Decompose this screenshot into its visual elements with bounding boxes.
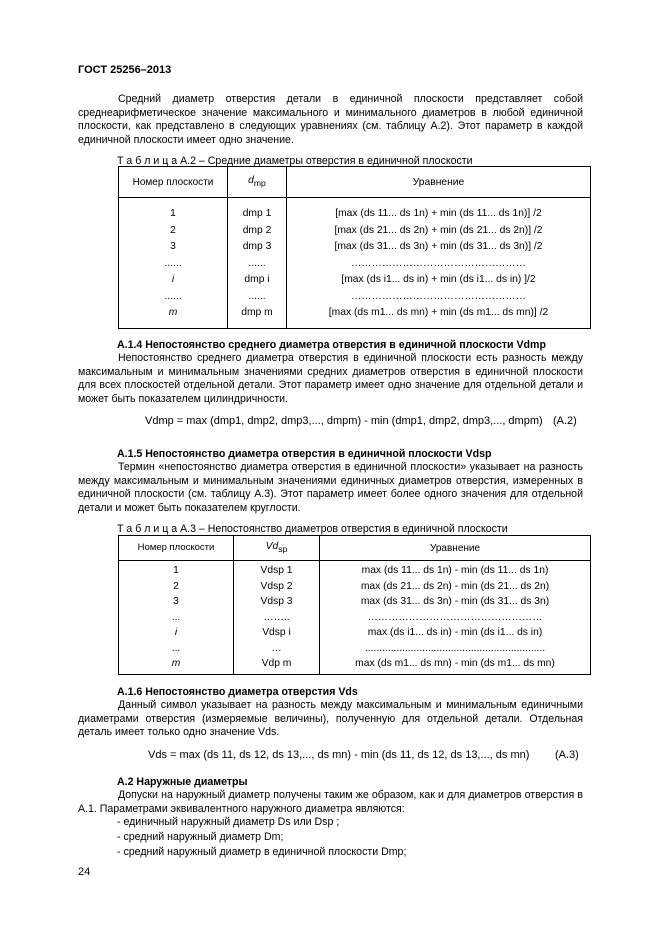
document-header: ГОСТ 25256–2013 xyxy=(78,64,172,76)
table-a2-equation: …………………………………………… xyxy=(350,257,527,269)
table-a2-header-equation: Уравнение xyxy=(287,167,591,198)
table-a2-col-symbol xyxy=(228,198,287,329)
table-a2-col-equation xyxy=(287,198,591,329)
table-a2-header-symbol: $d_{mp}$ xyxy=(228,167,287,198)
table-a2-symbol: dmp 1 xyxy=(242,208,272,219)
table-a3-number-1: 1 xyxy=(173,565,179,576)
table-a2-col-number xyxy=(119,198,228,329)
table-a3-number-3: 3 xyxy=(173,596,179,607)
table-a2-caption: Т а б л и ц а А.2 – Средние диаметры отверстия в единичной плоскости xyxy=(117,155,473,167)
section-a15-heading: А.1.5 Непостоянство диаметра отверстия в единичной плоскости Vdsp xyxy=(117,448,492,460)
table-a2-number-dots: ...... xyxy=(164,257,182,269)
section-a14-heading: А.1.4 Непостоянство среднего диаметра отверстия в единичной плоскости Vdmp xyxy=(117,339,546,351)
table-a3-equation: max (ds 31... ds 3n) - min (ds 31... ds 3n) xyxy=(360,596,550,607)
table-a2-equation: [max (ds 31... ds 3n) + min (ds 31... ds 3n)] /2 xyxy=(334,241,543,252)
table-a3-symbol: Vdsp 3 xyxy=(260,596,293,607)
table-a3-symbol: … xyxy=(271,642,282,654)
table-a3-equation: max (ds m1... ds mn) - min (ds m1... ds mn) xyxy=(355,658,555,669)
table-a2-number-m: m xyxy=(168,307,178,318)
table-a3-number-2: 2 xyxy=(173,580,179,592)
table-a3-equation: max (ds 11... ds 1n) - min (ds 11... ds 1n) xyxy=(361,565,549,576)
table-a3 xyxy=(118,535,591,675)
list-item: - средний наружный диаметр в единичной плоскости Dmp; xyxy=(117,846,407,858)
table-a2-symbol: dmp m xyxy=(241,307,273,318)
table-a3-equation: max (ds 21... ds 2n) - min (ds 21... ds 2n) xyxy=(360,580,550,592)
outer-diameter-parameter-list xyxy=(117,815,406,860)
section-a14-paragraph: Непостоянство среднего диаметра отверстия в единичной плоскости есть разность между максимальным и минимальным значениями средних диаметров отверстия в единичной плоскости для всех плоскостей отдельной детали. Этот параметр имеет одно значение для отдельной детали и может быть показателем цилиндричности. xyxy=(78,352,583,405)
table-a2-equation: [max (ds i1... ds in) + min (ds i1... ds in) ]/2 xyxy=(341,274,536,285)
page-number: 24 xyxy=(78,866,91,878)
section-a16-heading: А.1.6 Непостоянство диаметра отверстия Vds xyxy=(117,686,358,698)
table-a2-equation: [max (ds 11... ds 1n) + min (ds 11... ds 1n)] /2 xyxy=(335,208,542,219)
table-a2-number-2: 2 xyxy=(170,224,176,236)
section-a2-paragraph: Допуски на наружный диаметр получены таким же образом, как и для диаметров отверстия в А.1. Параметрами эквивалентного наружного диаметра являются: xyxy=(78,789,583,815)
table-a2-equation: …………………………………………… xyxy=(350,290,527,302)
table-a3-symbol: Vdp m xyxy=(261,658,292,669)
table-a2-number-1: 1 xyxy=(170,208,176,219)
table-a2 xyxy=(118,166,591,329)
formula-a2-number: (А.2) xyxy=(553,415,577,427)
table-a2-symbol: dmp i xyxy=(244,274,270,285)
section-a15-paragraph: Термин «непостоянство диаметра отверстия в единичной плоскости» указывает на разность между максимальным и минимальным значениями единичных диаметров отверстия, измеренных в единичной плоскости (см. таблицу А.3). Этот параметр имеет более одного значения для отдельной детали и может быть показателем круглости. xyxy=(78,461,583,514)
table-a2-number-3: 3 xyxy=(170,241,176,252)
formula-a3: Vds = max (ds 11, ds 12, ds 13,..., ds mn) - min (ds 11, ds 12, ds 13,..., ds mn) xyxy=(148,749,530,761)
table-a2-symbol: dmp 3 xyxy=(242,241,272,252)
table-a2-number-dots: ...... xyxy=(164,290,182,302)
list-item: - средний наружный диаметр Dm; xyxy=(117,831,284,843)
table-a2-symbol: ...... xyxy=(248,257,266,269)
table-a3-col-symbol xyxy=(234,561,320,675)
table-a3-number-i: i xyxy=(174,627,178,638)
table-a3-header-number: Номер плоскости xyxy=(119,536,234,561)
table-a3-header-symbol: $Vd_{sp}$ xyxy=(234,536,320,561)
table-a3-symbol: Vdsp 1 xyxy=(260,565,293,576)
table-a3-caption: Т а б л и ц а А.3 – Непостоянство диаметров отверстия в единичной плоскости xyxy=(117,523,508,535)
table-a3-symbol: …….. xyxy=(263,611,290,623)
table-a3-equation: …………………………………………… xyxy=(367,611,543,623)
table-a2-symbol: ...... xyxy=(248,290,266,302)
formula-a3-number: (А.3) xyxy=(555,749,579,761)
formula-a2: Vdmp = max (dmp1, dmp2, dmp3,..., dmpm) - min (dmp1, dmp2, dmp3,..., dmpm) xyxy=(145,415,543,427)
table-a2-number-i: i xyxy=(171,274,175,285)
table-a3-number-m: m xyxy=(171,658,181,669)
section-a16-paragraph: Данный символ указывает на разность между максимальным и минимальным единичными диаметрами отверстия (измеряемые величины), полученную для отдельной детали. Отдельная деталь имеет только одно значение Vds. xyxy=(78,699,583,738)
table-a3-symbol: Vdsp i xyxy=(262,627,291,638)
section-a2-heading: А.2 Наружные диаметры xyxy=(117,776,248,788)
table-a3-equation: ............................................................... xyxy=(364,642,546,654)
table-a3-col-number xyxy=(119,561,234,675)
table-a3-number-dots: ... xyxy=(171,642,181,654)
table-a2-equation: [max (ds m1... ds mn) + min (ds m1... ds mn)] /2 xyxy=(328,307,549,318)
table-a2-symbol: dmp 2 xyxy=(242,224,272,236)
list-item: - единичный наружный диаметр Ds или Dsp ; xyxy=(117,816,340,828)
table-a3-symbol: Vdsp 2 xyxy=(260,580,293,592)
table-a3-equation: max (ds i1... ds in) - min (ds i1... ds in) xyxy=(367,627,543,638)
table-a3-header-equation: Уравнение xyxy=(320,536,591,561)
table-a3-col-equation xyxy=(320,561,591,675)
intro-paragraph: Средний диаметр отверстия детали в единичной плоскости представляет собой среднеарифметическое значение максимального и минимального диаметров в любой единичной плоскости, как представлено в следующих уравнениях (см. таблицу А.2). Этот параметр в каждой единичной плоскости имеет одно значение. xyxy=(78,93,583,146)
table-a2-equation: [max (ds 21... ds 2n) + min (ds 21... ds 2n)] /2 xyxy=(334,224,543,236)
table-a2-header-number: Номер плоскости xyxy=(119,167,228,198)
table-a3-number-dots: ... xyxy=(171,611,181,623)
